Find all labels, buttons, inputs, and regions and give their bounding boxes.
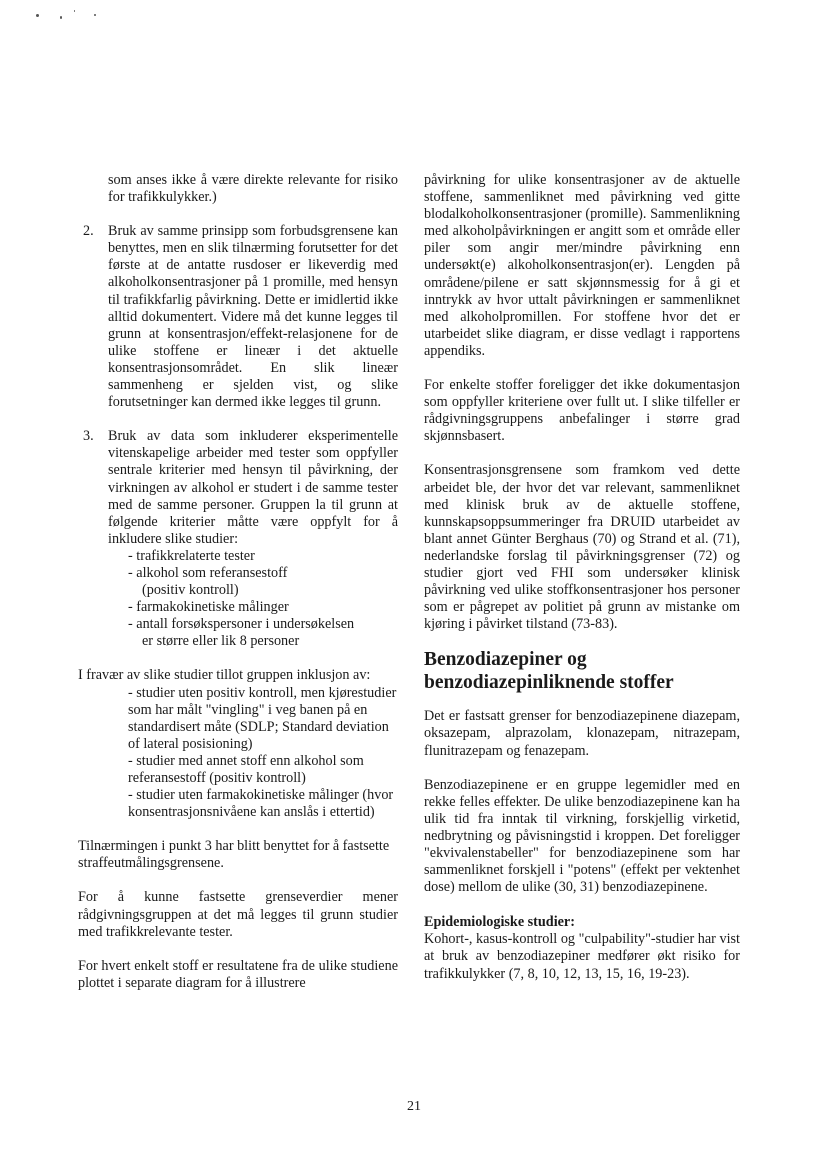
paragraph-influence: påvirkning for ulike konsentrasjoner av de aktuelle stoffene, sammenliknet med påvirkning ved gitte blodalkoholkonsentrasjoner (promille). Sammenlikning med alkoholpåvirkningen er angitt som et område eller piler som angir mer/mindre påvirkning enn undersøkt(e) alkoholkonsentrasjon(er). Lengden på områdene/pilene er satt skjønnsmessig for å gi et inntrykk av hvor uttalt påvirkningen er sammenliknet med alkoholpromillen. For stoffene hvor det er utarbeidet slike diagram, er disse vedlagt i rapportens appendiks. <box>424 172 740 359</box>
absence-item: - studier uten farmakokinetiske målinger (hvor konsentrasjonsnivåene kan anslås i ettertid) <box>128 787 394 821</box>
paragraph-benzodiazepines: Benzodiazepinene er en gruppe legemidler med en rekke felles effekter. De ulike benzodiazepinene kan ha ulik tid fra inntak til virkning, forskjellig virketid, nedbrytning og påvisningstid i kroppen. Det foreligger "ekvivalenstabeller" for benzodiazepinene som har sammenliknet forskjell i "potens" (effekt per vektenhet dose) mellom de ulike (30, 31) benzodiazepinene. <box>424 776 740 896</box>
paragraph-approach: Tilnærmingen i punkt 3 har blitt benyttet for å fastsette straffeutmålingsgrensene. <box>78 838 390 872</box>
criteria-list <box>78 548 398 651</box>
criteria-item: - alkohol som referansestoff <box>128 564 288 581</box>
list-item-3 <box>78 428 398 548</box>
scan-specks <box>36 10 106 24</box>
paragraph-limits-set: Det er fastsatt grenser for benzodiazepinene diazepam, oksazepam, alprazolam, klonazepam, nitrazepam, flunitrazepam og fenazepam. <box>424 708 740 759</box>
subsection-heading: Epidemiologiske studier: <box>424 914 575 931</box>
list-item-text: Bruk av samme prinsipp som forbudsgrensene kan benyttes, men en slik tilnærming forutsetter for det første at de antatte rusdoser er likeverdig med alkoholkonsentrasjoner på 1 promille, med hensyn til trafikkfarlig påvirkning. Dette er imidlertid ikke alltid dokumentert. Videre må det kunne legges til grunn at konsentrasjon/effekt-relasjonene for de ulike stoffene er lineær i det aktuelle konsentrasjonsområdet. En slik lineær sammenheng er sjelden vist, og slike forutsetninger kan dermed ikke legges til grunn. <box>108 223 398 411</box>
criteria-item: - trafikkrelaterte tester <box>128 547 255 564</box>
criteria-item: er større eller lik 8 personer <box>142 633 300 650</box>
criteria-item: - farmakokinetiske målinger <box>128 599 289 616</box>
paragraph-documentation: For enkelte stoffer foreligger det ikke dokumentasjon som oppfyller kriteriene over fullt ut. I slike tilfeller er rådgivningsgruppens anbefalinger i større grad skjønnsbasert. <box>424 377 740 445</box>
absence-list <box>78 685 398 822</box>
continued-paragraph: som anses ikke å være direkte relevante for risiko for trafikkulykker.) <box>108 172 398 206</box>
left-column <box>78 172 398 992</box>
section-heading: Benzodiazepiner og benzodiazepinliknende stoffer <box>424 649 674 693</box>
paragraph-each-substance: For hvert enkelt stoff er resultatene fra de ulike studiene plottet i separate diagram for å illustrere <box>78 957 398 991</box>
absence-intro: I fravær av slike studier tillot gruppen inklusjon av: <box>78 667 371 684</box>
list-number: 3. <box>83 428 94 445</box>
list-item-text: Bruk av data som inkluderer eksperimentelle vitenskapelige arbeider med tester som oppfyller sentrale kriterier med hensyn til påvirkning, der virkningen av alkohol er studert i de samme tester med de samme personer. Gruppen la til grunn at følgende kriterier måtte være oppfylt for å inkludere slike studier: <box>108 428 398 547</box>
list-item-2 <box>78 223 398 411</box>
absence-item: - studier uten positiv kontroll, men kjørestudier som har målt "vingling" i veg banen på en standardisert måte (SDLP; Standard deviation of lateral posisioning) <box>128 684 397 752</box>
criteria-item: (positiv kontroll) <box>142 582 239 599</box>
paragraph-concentration-limits: Konsentrasjonsgrensene som framkom ved dette arbeidet ble, der hvor det var relevant, sammenliknet med klinisk bruk av de aktuelle stoffene, kunnskapsoppsummeringer fra DRUID utarbeidet av blant annet Günter Berghaus (70) og Strand et al. (71), nederlandske forslag til påvirkningsgrenser (72) og studier gjort ved FHI som undersøker klinisk påvirkning ved ulike stoffkonsentrasjoner hos personer som er pågrepet av politiet på grunn av mistanke om kjøring i påvirket tilstand (73-83). <box>424 462 740 633</box>
paragraph-limits: For å kunne fastsette grenseverdier mener rådgivningsgruppen at det må legges til grunn studier med trafikkrelevante tester. <box>78 889 398 940</box>
right-column <box>424 172 740 983</box>
criteria-item: - antall forsøkspersoner i undersøkelsen <box>128 616 355 633</box>
list-number: 2. <box>83 223 94 240</box>
paragraph-epidemiology: Kohort-, kasus-kontroll og "culpability"-studier har vist at bruk av benzodiazepiner medfører økt risiko for trafikkulykker (7, 8, 10, 12, 13, 15, 16, 19-23). <box>424 931 740 982</box>
absence-item: - studier med annet stoff enn alkohol som referansestoff (positiv kontroll) <box>128 752 364 786</box>
page-number: 21 <box>407 1099 421 1114</box>
